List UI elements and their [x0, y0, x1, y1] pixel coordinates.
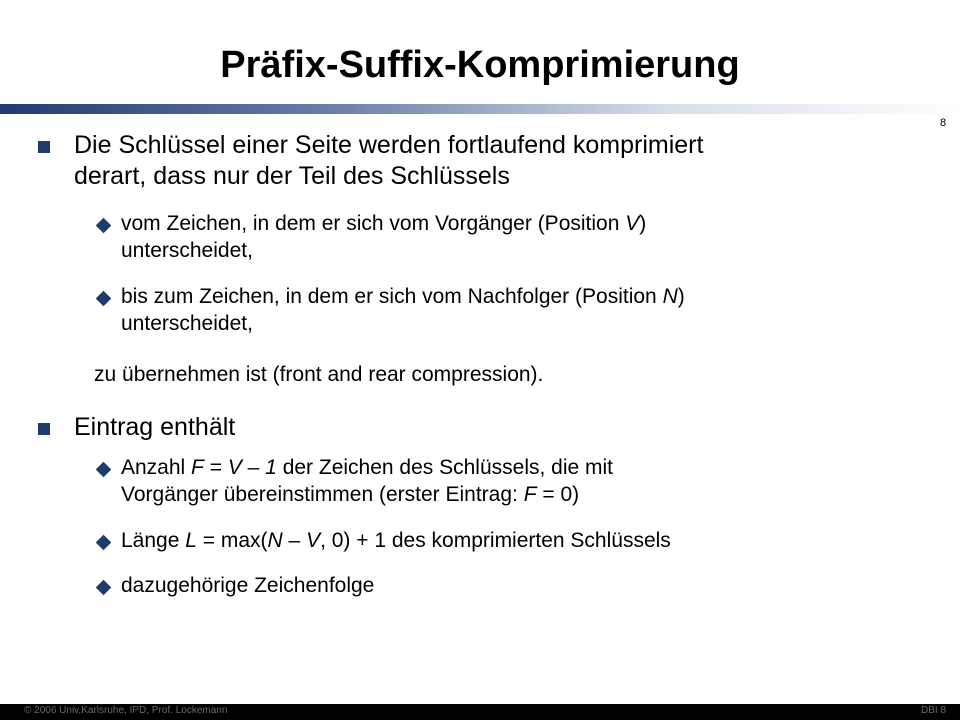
sub-bullet-2-text: bis zum Zeichen, in dem er sich vom Nachfolger (Position [121, 285, 663, 308]
s3-a: Anzahl [121, 456, 192, 479]
s3-line2a: Vorgänger übereinstimmen (erster Eintrag: [121, 483, 524, 506]
s3-e: der Zeichen des Schlüssels, die mit [276, 456, 614, 479]
sub-bullet-5: dazugehörige Zeichenfolge [121, 574, 375, 597]
s4-g: , 0) + 1 des komprimierten Schlüssels [320, 529, 671, 552]
variable-v: V [306, 529, 321, 552]
s4-e: – [282, 529, 307, 552]
variable-n: N [662, 285, 678, 308]
page-title: Präfix-Suffix-Komprimierung [220, 44, 740, 86]
sub-bullet-3-line-2 [121, 482, 579, 508]
continuation-text: zu übernehmen ist (front and rear compression). [94, 363, 544, 386]
variable-f: F [191, 456, 204, 479]
diamond-bullet-icon [96, 291, 112, 307]
square-bullet-icon [38, 423, 50, 435]
expr-v-minus-1: V – 1 [227, 456, 277, 479]
variable-n: N [267, 529, 283, 552]
square-bullet-icon [38, 141, 50, 153]
diamond-bullet-icon [96, 462, 112, 478]
sub-bullet-2-line-2: unterscheidet, [121, 312, 253, 335]
bullet-1-line-2: derart, dass nur der Teil des Schlüssels [74, 162, 510, 190]
footer-slide-id: DBI 8 [920, 705, 946, 716]
title-underline [0, 104, 960, 114]
sub-bullet-1-line-1 [121, 211, 646, 237]
variable-v: V [625, 212, 640, 235]
variable-f: F [523, 483, 537, 506]
sub-bullet-1-line-2: unterscheidet, [121, 239, 253, 262]
footer-bar [0, 704, 960, 720]
diamond-bullet-icon [96, 535, 112, 551]
sub-bullet-1-paren: ) [639, 212, 647, 235]
bullet-1-line-1: Die Schlüssel einer Seite werden fortlaufend komprimiert [74, 131, 704, 159]
sub-bullet-2-line-1 [121, 284, 685, 310]
sub-bullet-1-text: vom Zeichen, in dem er sich vom Vorgänger (Position [121, 212, 626, 235]
s3-c: = [203, 456, 228, 479]
sub-bullet-3-line-1 [121, 455, 613, 481]
sub-bullet-4 [121, 528, 671, 554]
sub-bullet-2-paren: ) [677, 285, 685, 308]
variable-l: L [185, 529, 197, 552]
bullet-2-text: Eintrag enthält [74, 413, 236, 441]
s3-line2c: = 0) [536, 483, 580, 506]
s4-c: = max( [196, 529, 268, 552]
s4-a: Länge [121, 529, 186, 552]
page-marker: 8 [940, 117, 947, 129]
diamond-bullet-icon [96, 218, 112, 234]
footer-copyright: © 2006 Univ,Karlsruhe, IPD, Prof. Lockemann [24, 705, 228, 716]
diamond-bullet-icon [96, 580, 112, 596]
